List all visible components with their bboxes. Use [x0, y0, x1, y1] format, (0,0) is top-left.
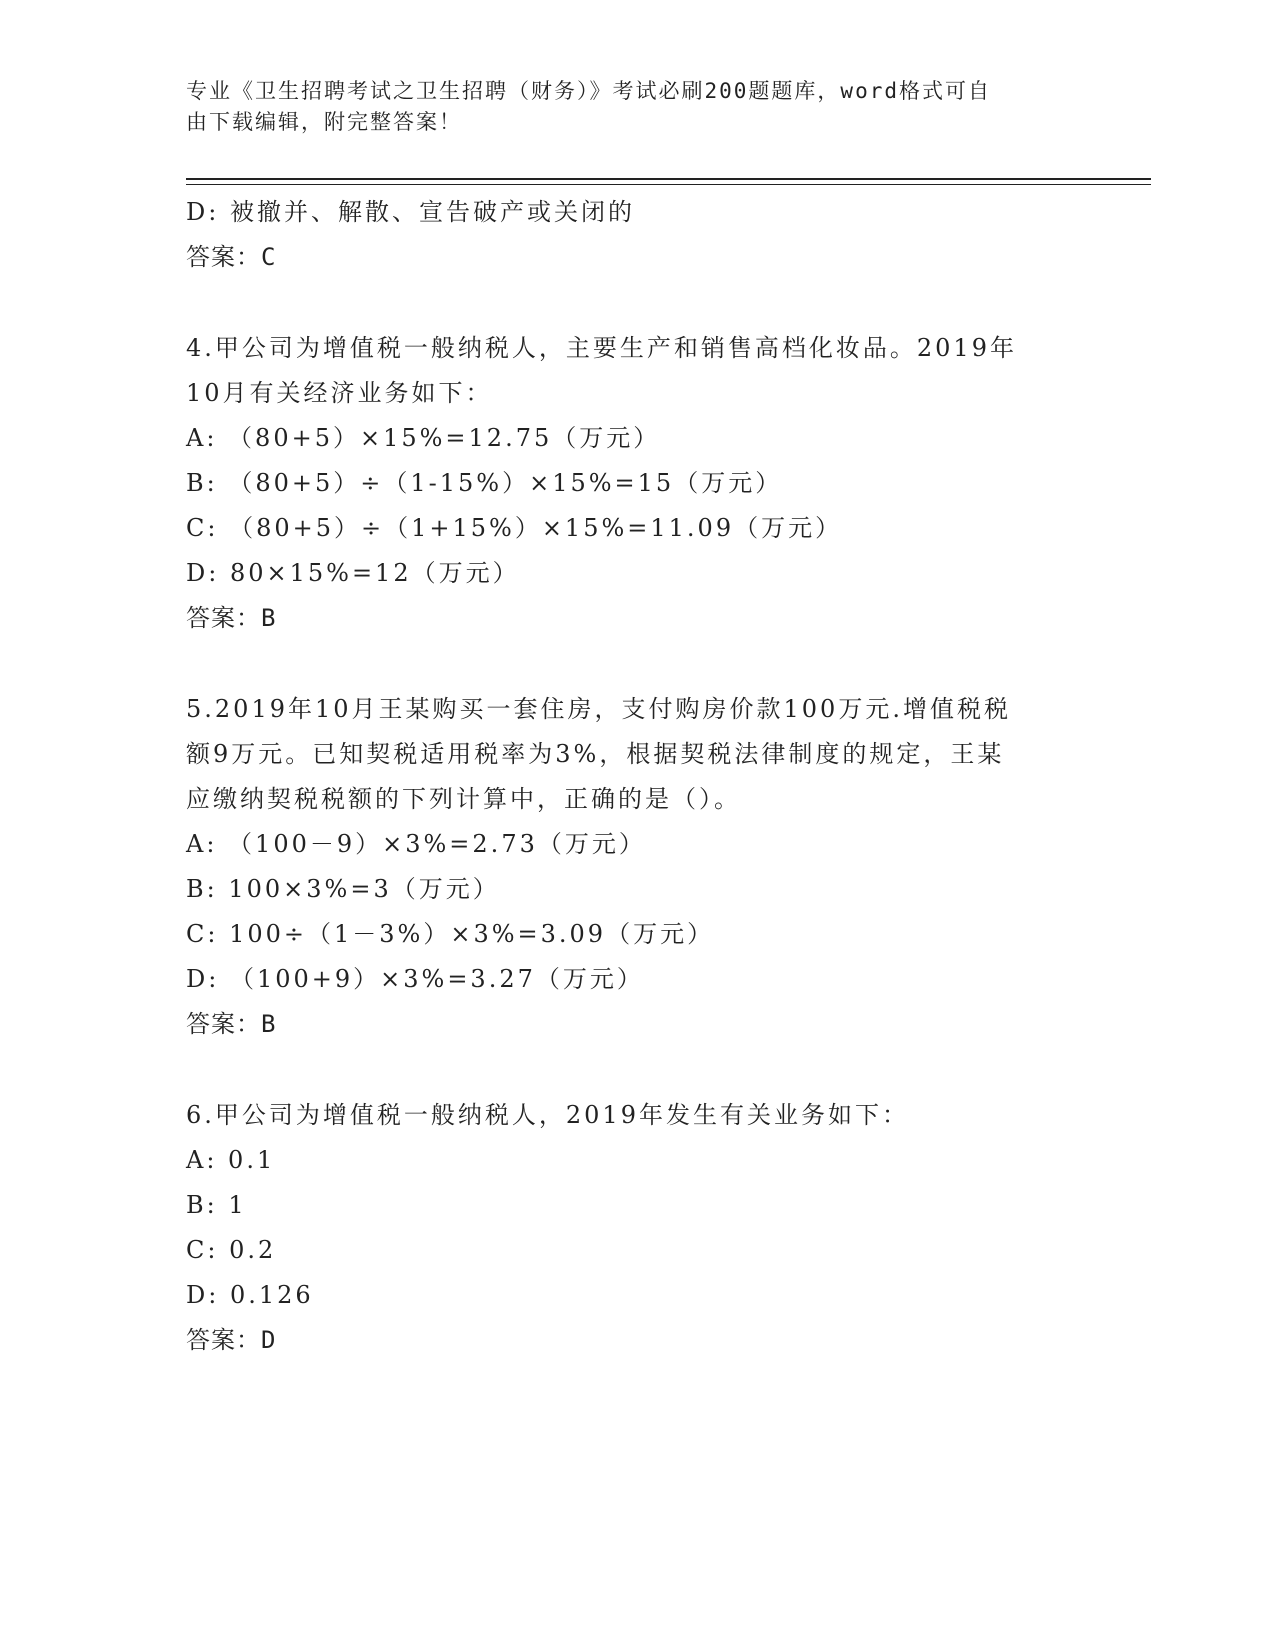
- q6-answer: 答案：D: [186, 1326, 277, 1354]
- question-6: [186, 1093, 1151, 1363]
- q5-option-d: D: （100+9）×3%=3.27（万元）: [186, 965, 644, 993]
- q5-stem-line-3: 应缴纳契税税额的下列计算中，正确的是（）。: [186, 785, 741, 813]
- q6-option-d: D: 0.126: [186, 1281, 314, 1309]
- q4-option-d: D: 80×15%=12（万元）: [186, 559, 520, 587]
- header-line-1: 专业《卫生招聘考试之卫生招聘（财务）》考试必刷200题题库，word格式可自: [186, 79, 991, 103]
- spacer: [186, 1047, 1151, 1093]
- q4-option-a: A: （80+5）×15%=12.75（万元）: [186, 424, 661, 452]
- q3-answer: 答案：C: [186, 243, 277, 271]
- q4-option-b: B: （80+5）÷（1-15%）×15%=15（万元）: [186, 469, 783, 497]
- spacer: [186, 641, 1151, 687]
- q6-option-a: A: 0.1: [186, 1146, 276, 1174]
- document-page: [186, 0, 1151, 1650]
- spacer: [186, 280, 1151, 326]
- q5-option-b: B: 100×3%=3（万元）: [186, 875, 500, 903]
- question-5: [186, 687, 1151, 1047]
- document-body: [186, 190, 1151, 1363]
- q6-option-b: B: 1: [186, 1191, 247, 1219]
- q6-option-c: C: 0.2: [186, 1236, 277, 1264]
- q4-stem-line-1: 4.甲公司为增值税一般纳税人，主要生产和销售高档化妆品。2019年: [186, 334, 1017, 362]
- q5-stem-line-1: 5.2019年10月王某购买一套住房，支付购房价款100万元.增值税税: [186, 695, 1011, 723]
- question-4: [186, 326, 1151, 641]
- q5-answer: 答案：B: [186, 1010, 277, 1038]
- q5-stem-line-2: 额9万元。已知契税适用税率为3%，根据契税法律制度的规定，王某: [186, 740, 1005, 768]
- question-3-tail: [186, 190, 1151, 280]
- q3-option-d: D: 被撤并、解散、宣告破产或关闭的: [186, 198, 635, 226]
- header-divider-thin: [186, 184, 1151, 185]
- q4-answer: 答案：B: [186, 604, 277, 632]
- q5-option-a: A: （100－9）×3%=2.73（万元）: [186, 830, 646, 858]
- header-divider-thick: [186, 178, 1151, 180]
- q5-option-c: C: 100÷（1－3%）×3%=3.09（万元）: [186, 920, 715, 948]
- document-header: [186, 76, 1046, 138]
- q4-option-c: C: （80+5）÷（1+15%）×15%=11.09（万元）: [186, 514, 843, 542]
- q4-stem-line-2: 10月有关经济业务如下：: [186, 379, 493, 407]
- header-line-2: 由下载编辑，附完整答案！: [186, 110, 462, 134]
- q6-stem-line-1: 6.甲公司为增值税一般纳税人，2019年发生有关业务如下：: [186, 1101, 909, 1129]
